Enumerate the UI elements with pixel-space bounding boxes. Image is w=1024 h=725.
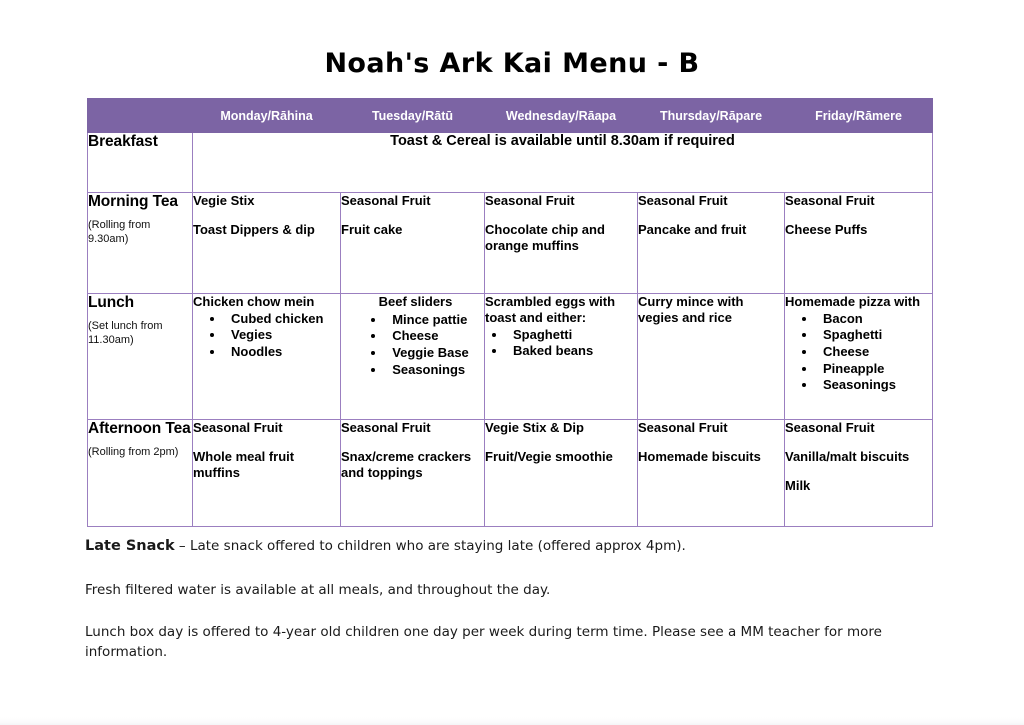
cell-lunch-friday	[785, 294, 933, 420]
food-line: Seasonal Fruit	[485, 193, 575, 208]
page-bottom-edge	[0, 717, 1024, 725]
food-line: Homemade biscuits	[638, 448, 761, 464]
note-lunch-box: Lunch box day is offered to 4-year old children one day per week during term time. Please see a MM teacher for more information.	[85, 624, 882, 661]
cell-afternoon-tea-wednesday	[485, 420, 638, 527]
column-header-tuesday: Tuesday/Rātū	[341, 99, 485, 133]
cell-morning-tea-friday	[785, 193, 933, 294]
food-line: Fruit cake	[341, 221, 403, 237]
header-corner-cell	[88, 99, 193, 133]
cell-morning-tea-tuesday	[341, 193, 485, 294]
food-line: Chocolate chip and orange muffins	[485, 221, 605, 253]
meal-time-note: (Rolling from 2pm)	[88, 446, 179, 459]
column-header-wednesday: Wednesday/Rāapa	[485, 99, 638, 133]
food-line: Seasonal Fruit	[341, 420, 431, 435]
food-heading: Beef sliders	[378, 294, 453, 309]
meal-label-morning-tea	[88, 193, 193, 294]
list-item: • Mince pattie	[386, 312, 469, 329]
food-heading: Chicken chow mein	[193, 294, 315, 309]
food-line: Cheese Puffs	[785, 221, 868, 237]
meal-name-text: Morning Tea	[88, 193, 178, 210]
food-line: Vegie Stix	[193, 193, 255, 208]
cell-afternoon-tea-tuesday	[341, 420, 485, 527]
cell-lunch-thursday	[638, 294, 785, 420]
meal-label-lunch	[88, 294, 193, 420]
food-line: Fruit/Vegie smoothie	[485, 448, 613, 464]
cell-afternoon-tea-friday	[785, 420, 933, 527]
footer-notes	[85, 536, 945, 663]
meal-label-afternoon-tea	[88, 420, 193, 527]
column-header-monday: Monday/Rāhina	[193, 99, 341, 133]
cell-morning-tea-monday	[193, 193, 341, 294]
note-water: Fresh filtered water is available at all meals, and throughout the day.	[85, 581, 551, 598]
late-snack-label: Late Snack	[85, 538, 175, 554]
table-row-breakfast	[88, 133, 933, 193]
late-snack-text: – Late snack offered to children who are staying late (offered approx 4pm).	[174, 538, 686, 554]
table-row-afternoon-tea	[88, 420, 933, 527]
food-line: Seasonal Fruit	[785, 193, 875, 208]
ingredient-list	[362, 312, 469, 379]
list-item: • Pineapple	[817, 361, 932, 378]
table-row-lunch	[88, 294, 933, 420]
list-item: • Veggie Base	[386, 345, 469, 362]
page-title: Noah's Ark Kai Menu - B	[324, 48, 700, 79]
column-header-thursday: Thursday/Rāpare	[638, 99, 785, 133]
meal-name-text: Afternoon Tea	[88, 420, 191, 437]
meal-name-text: Breakfast	[88, 133, 158, 150]
cell-morning-tea-thursday	[638, 193, 785, 294]
list-item: • Cheese	[386, 328, 469, 345]
column-header-friday: Friday/Rāmere	[785, 99, 933, 133]
breakfast-banner-cell: Toast & Cereal is available until 8.30am if required	[193, 133, 933, 193]
table-header-row	[88, 99, 933, 133]
ingredient-list	[193, 311, 340, 361]
list-item: • Cheese	[817, 344, 932, 361]
list-item: • Spaghetti	[507, 327, 637, 344]
food-heading: Homemade pizza with	[785, 294, 921, 309]
list-item: • Vegies	[225, 327, 340, 344]
cell-lunch-monday	[193, 294, 341, 420]
food-line: Vegie Stix & Dip	[485, 420, 584, 435]
note-late-snack	[85, 536, 945, 558]
cell-morning-tea-wednesday	[485, 193, 638, 294]
food-line: Seasonal Fruit	[638, 193, 728, 208]
cell-lunch-tuesday	[341, 294, 485, 420]
food-line: Toast Dippers & dip	[193, 221, 315, 237]
cell-afternoon-tea-monday	[193, 420, 341, 527]
ingredient-list	[785, 311, 932, 394]
cell-afternoon-tea-thursday	[638, 420, 785, 527]
food-line: Seasonal Fruit	[638, 420, 728, 435]
list-item: • Cubed chicken	[225, 311, 340, 328]
food-line: Vanilla/malt biscuits	[785, 448, 910, 464]
food-heading: Curry mince with vegies and rice	[638, 294, 744, 325]
food-line: Snax/creme crackers and toppings	[341, 448, 472, 480]
food-line: Pancake and fruit	[638, 221, 747, 237]
cell-lunch-wednesday	[485, 294, 638, 420]
meal-time-note: (Rolling from 9.30am)	[88, 219, 151, 245]
food-heading: Scrambled eggs with toast and either:	[485, 294, 616, 325]
list-item: • Baked beans	[507, 343, 637, 360]
meal-name-text: Lunch	[88, 294, 134, 311]
meal-time-note: (Set lunch from 11.30am)	[88, 320, 163, 346]
food-line: Whole meal fruit muffins	[193, 448, 295, 480]
list-item: • Seasonings	[386, 362, 469, 379]
list-item: • Bacon	[817, 311, 932, 328]
weekly-menu-table	[87, 98, 933, 527]
list-item: • Seasonings	[817, 377, 932, 394]
table-row-morning-tea	[88, 193, 933, 294]
food-line: Milk	[785, 477, 811, 493]
ingredient-list	[485, 327, 637, 360]
list-item: • Spaghetti	[817, 327, 932, 344]
food-line: Seasonal Fruit	[193, 420, 283, 435]
food-line: Seasonal Fruit	[785, 420, 875, 435]
list-item: • Noodles	[225, 344, 340, 361]
meal-label-breakfast	[88, 133, 193, 193]
food-line: Seasonal Fruit	[341, 193, 431, 208]
